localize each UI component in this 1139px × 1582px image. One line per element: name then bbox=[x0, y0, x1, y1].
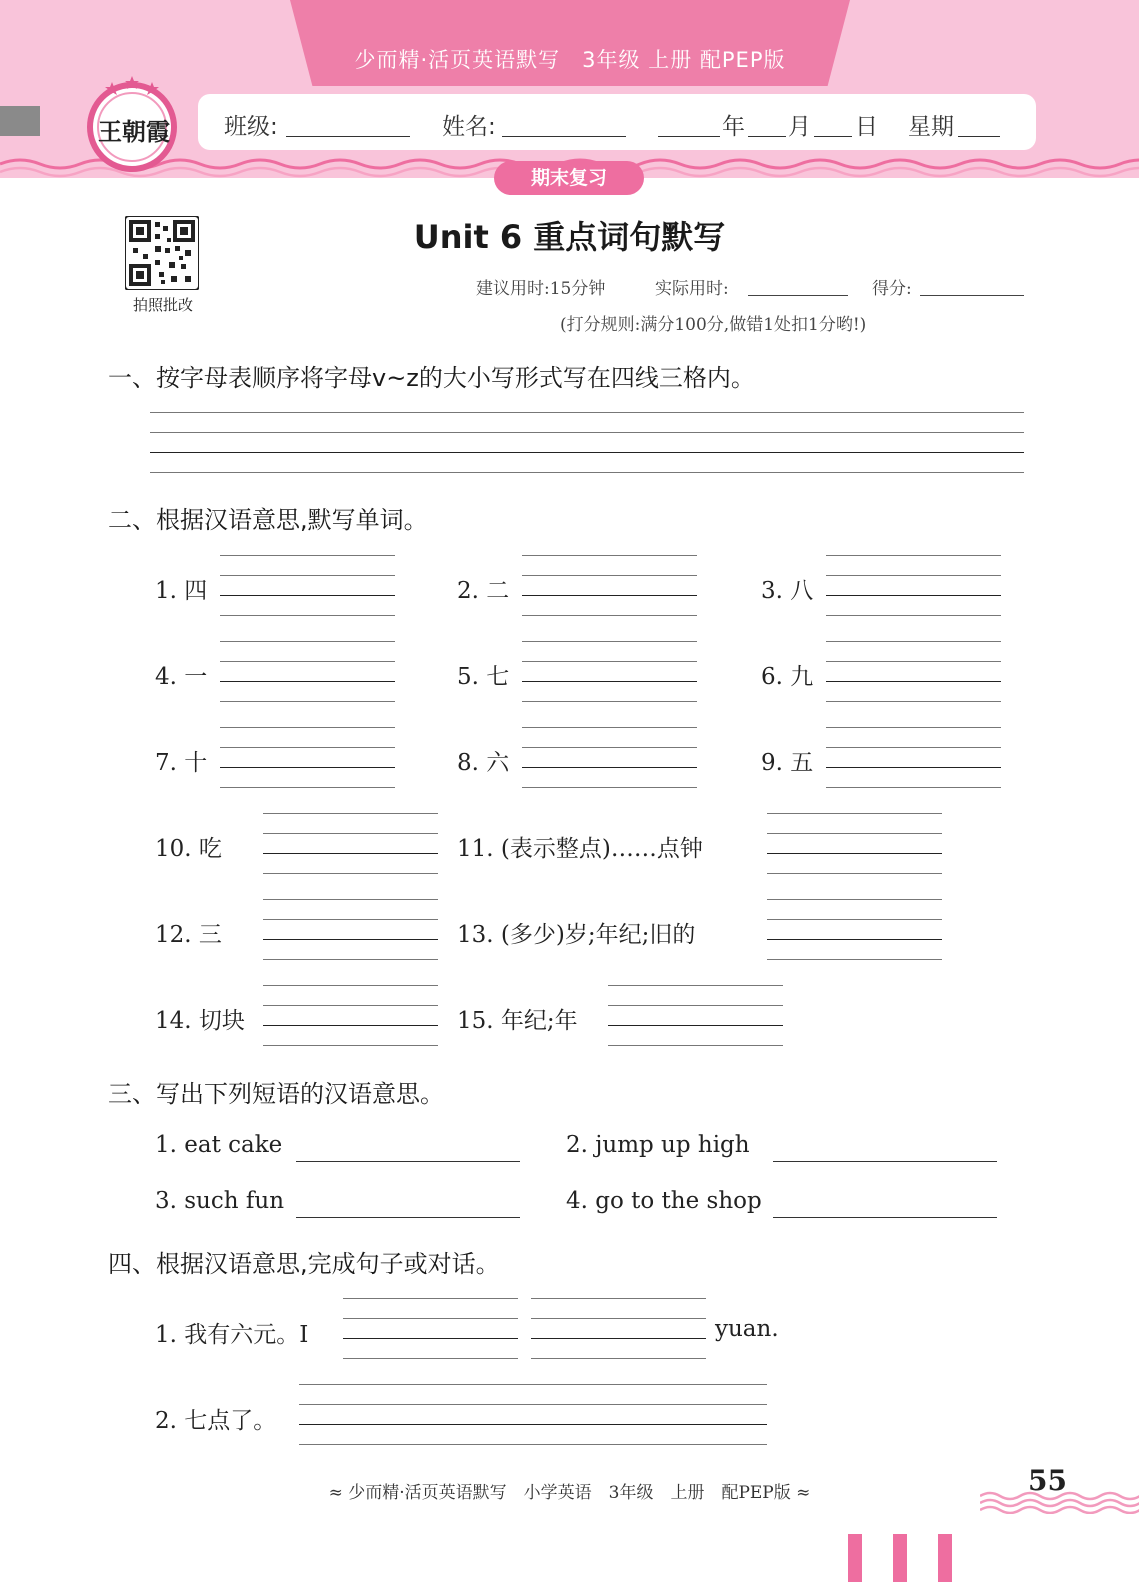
word-answer-grid[interactable] bbox=[522, 641, 697, 701]
phrase-answer-line[interactable] bbox=[773, 1217, 997, 1218]
day-field[interactable] bbox=[814, 136, 852, 137]
score-field[interactable] bbox=[920, 295, 1024, 296]
word-item-label: 14. 切块 bbox=[155, 1008, 245, 1034]
scoring-rule: (打分规则:满分100分,做错1处扣1分哟!) bbox=[560, 315, 867, 335]
class-label: 班级: bbox=[224, 114, 278, 140]
word-item-label: 8. 六 bbox=[457, 750, 510, 776]
phrase-item-label: 4. go to the shop bbox=[566, 1188, 762, 1214]
word-item-label: 9. 五 bbox=[761, 750, 814, 776]
word-item-label: 6. 九 bbox=[761, 664, 814, 690]
suggested-time: 建议用时:15分钟 bbox=[476, 279, 606, 299]
sentence-item-label: 1. 我有六元。I bbox=[155, 1322, 309, 1348]
word-answer-grid[interactable] bbox=[767, 813, 942, 873]
word-answer-grid[interactable] bbox=[220, 555, 395, 615]
series-title: 少而精·活页英语默写 3年级 上册 配PEP版 bbox=[354, 48, 786, 72]
sentence-answer-grid[interactable] bbox=[531, 1298, 706, 1358]
four-line-grid[interactable] bbox=[150, 412, 1024, 472]
word-answer-grid[interactable] bbox=[263, 899, 438, 959]
sentence-item-label: 2. 七点了。 bbox=[155, 1408, 277, 1434]
qr-label: 拍照批改 bbox=[132, 296, 193, 314]
word-item-label: 2. 二 bbox=[457, 578, 510, 604]
word-answer-grid[interactable] bbox=[522, 727, 697, 787]
word-answer-grid[interactable] bbox=[263, 985, 438, 1045]
word-item-label: 1. 四 bbox=[155, 578, 208, 604]
word-item-label: 15. 年纪;年 bbox=[457, 1008, 578, 1034]
decor-bar bbox=[938, 1534, 952, 1582]
word-answer-grid[interactable] bbox=[220, 727, 395, 787]
day-label: 日 bbox=[855, 114, 878, 140]
phrase-item-label: 3. such fun bbox=[155, 1188, 285, 1214]
word-item-label: 11. (表示整点)……点钟 bbox=[457, 836, 703, 862]
word-item-label: 7. 十 bbox=[155, 750, 208, 776]
section2-title: 二、根据汉语意思,默写单词。 bbox=[108, 506, 428, 534]
word-answer-grid[interactable] bbox=[767, 899, 942, 959]
actual-time-label: 实际用时: bbox=[655, 279, 729, 299]
word-item-label: 5. 七 bbox=[457, 664, 510, 690]
month-label: 月 bbox=[788, 114, 811, 140]
actual-time-field[interactable] bbox=[748, 295, 848, 296]
decor-bar bbox=[848, 1534, 862, 1582]
score-label: 得分: bbox=[872, 279, 912, 299]
class-field[interactable] bbox=[286, 136, 410, 137]
word-item-label: 10. 吃 bbox=[155, 836, 222, 862]
word-answer-grid[interactable] bbox=[220, 641, 395, 701]
word-answer-grid[interactable] bbox=[263, 813, 438, 873]
name-field[interactable] bbox=[502, 136, 626, 137]
section4-title: 四、根据汉语意思,完成句子或对话。 bbox=[108, 1250, 500, 1278]
footer-series: ≈ 少而精·活页英语默写 小学英语 3年级 上册 配PEP版 ≈ bbox=[328, 1483, 811, 1503]
word-answer-grid[interactable] bbox=[826, 727, 1001, 787]
sentence-answer-grid[interactable] bbox=[343, 1298, 518, 1358]
sentence-answer-grid[interactable] bbox=[299, 1384, 767, 1444]
week-field[interactable] bbox=[958, 136, 1000, 137]
word-item-label: 4. 一 bbox=[155, 664, 208, 690]
week-label: 星期 bbox=[908, 114, 954, 140]
word-answer-grid[interactable] bbox=[522, 555, 697, 615]
logo-text: 王朝霞 bbox=[98, 117, 170, 146]
phrase-item-label: 1. eat cake bbox=[155, 1132, 283, 1158]
section1-title: 一、按字母表顺序将字母v~z的大小写形式写在四线三格内。 bbox=[108, 364, 755, 392]
year-field[interactable] bbox=[658, 136, 720, 137]
phrase-answer-line[interactable] bbox=[296, 1217, 520, 1218]
page-title: Unit 6 重点词句默写 bbox=[413, 218, 726, 256]
phrase-answer-line[interactable] bbox=[773, 1161, 997, 1162]
phrase-item-label: 2. jump up high bbox=[566, 1132, 750, 1158]
word-answer-grid[interactable] bbox=[608, 985, 783, 1045]
side-marker bbox=[0, 106, 40, 136]
sentence-tail: yuan. bbox=[715, 1316, 779, 1342]
word-answer-grid[interactable] bbox=[826, 555, 1001, 615]
year-label: 年 bbox=[722, 114, 745, 140]
word-answer-grid[interactable] bbox=[826, 641, 1001, 701]
page-number: 55 bbox=[1028, 1464, 1067, 1497]
decor-bar bbox=[893, 1534, 907, 1582]
section3-title: 三、写出下列短语的汉语意思。 bbox=[108, 1080, 444, 1108]
word-item-label: 13. (多少)岁;年纪;旧的 bbox=[457, 922, 696, 948]
review-badge: 期末复习 bbox=[494, 161, 644, 195]
word-item-label: 12. 三 bbox=[155, 922, 222, 948]
month-field[interactable] bbox=[748, 136, 786, 137]
word-item-label: 3. 八 bbox=[761, 578, 814, 604]
phrase-answer-line[interactable] bbox=[296, 1161, 520, 1162]
name-label: 姓名: bbox=[442, 114, 496, 140]
